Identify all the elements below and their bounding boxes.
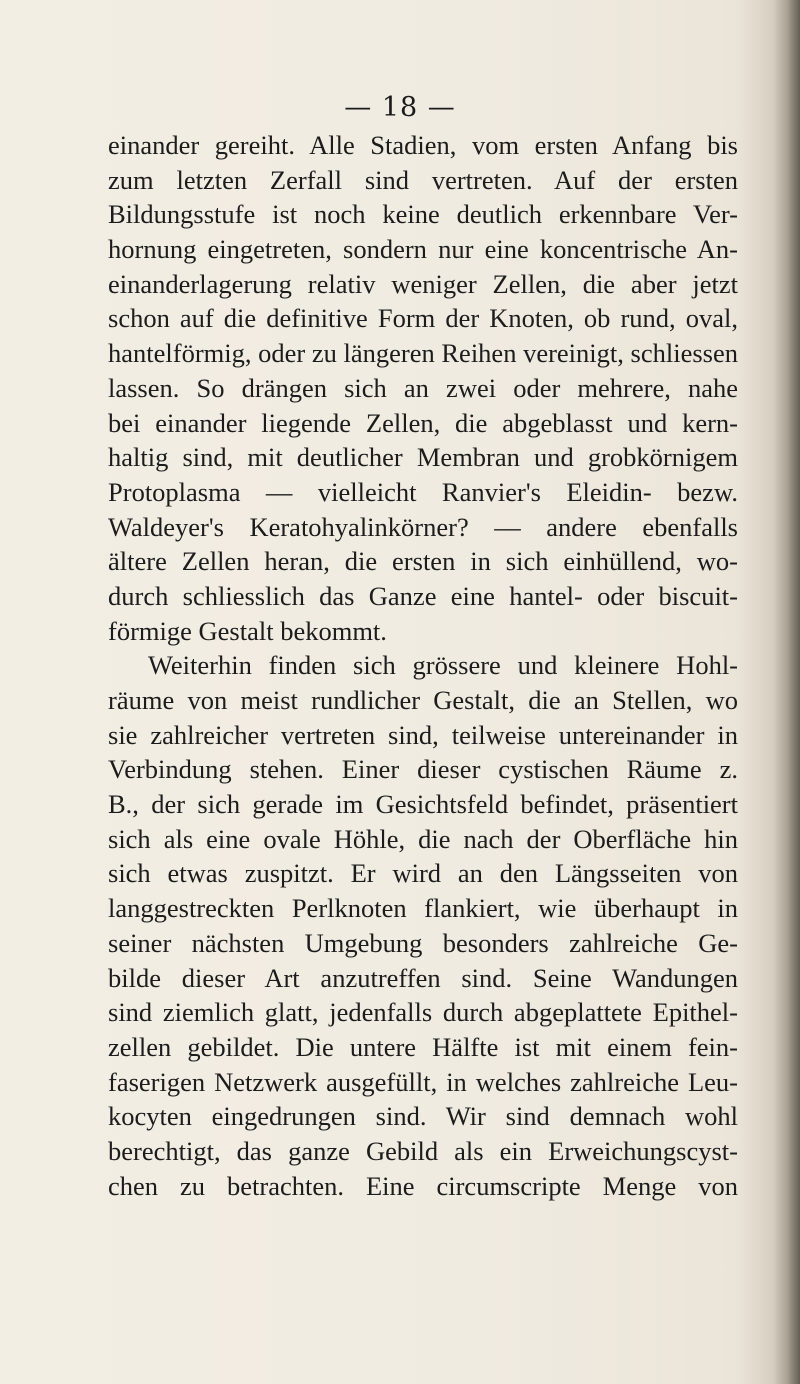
paragraph-first-line: Weiterhin finden sich grössere und kleinere Hohl-	[148, 650, 738, 681]
text-line: sich als eine ovale Höhle, die nach der Oberfläche hin	[108, 823, 738, 854]
body-text	[108, 128, 738, 1203]
text-line: berechtigt, das ganze Gebild als ein Erweichungscyst-	[108, 1135, 738, 1166]
text-line: bilde dieser Art anzutreffen sind. Seine Wandungen	[108, 962, 738, 993]
text-line: schon auf die definitive Form der Knoten, ob rund, oval,	[108, 303, 738, 334]
text-line: zellen gebildet. Die untere Hälfte ist mit einem fein-	[108, 1031, 738, 1062]
text-line: hornung eingetreten, sondern nur eine koncentrische An-	[108, 234, 738, 265]
page-edge-shadow	[774, 0, 800, 1384]
text-line: sich etwas zuspitzt. Er wird an den Längsseiten von	[108, 858, 738, 889]
text-line: hantelförmig, oder zu längeren Reihen vereinigt, schliessen	[108, 338, 738, 369]
text-line: einander gereiht. Alle Stadien, vom ersten Anfang bis	[108, 130, 738, 160]
text-line: zum letzten Zerfall sind vertreten. Auf der ersten	[108, 164, 738, 195]
text-line: chen zu betrachten. Eine circumscripte Menge von	[108, 1170, 738, 1201]
text-line: haltig sind, mit deutlicher Membran und grobkörnigem	[108, 442, 738, 473]
text-line: Bildungsstufe ist noch keine deutlich erkennbare Ver-	[108, 199, 738, 230]
text-line: bei einander liegende Zellen, die abgeblasst und kern-	[108, 407, 738, 438]
page-number: — 18 —	[344, 92, 456, 123]
text-line: Waldeyer's Keratohyalinkörner? — andere ebenfalls	[108, 511, 738, 542]
text-line: B., der sich gerade im Gesichtsfeld befindet, präsentiert	[108, 789, 738, 820]
text-line: lassen. So drängen sich an zwei oder mehrere, nahe	[108, 372, 738, 403]
text-line: langgestreckten Perlknoten flankiert, wie überhaupt in	[108, 893, 738, 924]
text-line: sind ziemlich glatt, jedenfalls durch abgeplattete Epithel-	[108, 997, 738, 1028]
text-line: räume von meist rundlicher Gestalt, die an Stellen, wo	[108, 685, 738, 715]
text-line: Protoplasma — vielleicht Ranvier's Eleidin- bezw.	[108, 476, 738, 507]
text-line: sie zahlreicher vertreten sind, teilweise untereinander in	[108, 719, 738, 750]
text-line: kocyten eingedrungen sind. Wir sind demnach wohl	[108, 1101, 738, 1132]
text-line: ältere Zellen heran, die ersten in sich einhüllend, wo-	[108, 546, 738, 577]
text-line: durch schliesslich das Ganze eine hantel- oder biscuit-	[108, 580, 738, 611]
text-line: Verbindung stehen. Einer dieser cystischen Räume z.	[108, 754, 738, 785]
text-line: einanderlagerung relativ weniger Zellen, die aber jetzt	[108, 268, 738, 299]
text-line: faserigen Netzwerk ausgefüllt, in welches zahlreiche Leu-	[108, 1066, 738, 1097]
paragraph-last-line: förmige Gestalt bekommt.	[108, 615, 387, 646]
text-line: seiner nächsten Umgebung besonders zahlreiche Ge-	[108, 927, 738, 958]
